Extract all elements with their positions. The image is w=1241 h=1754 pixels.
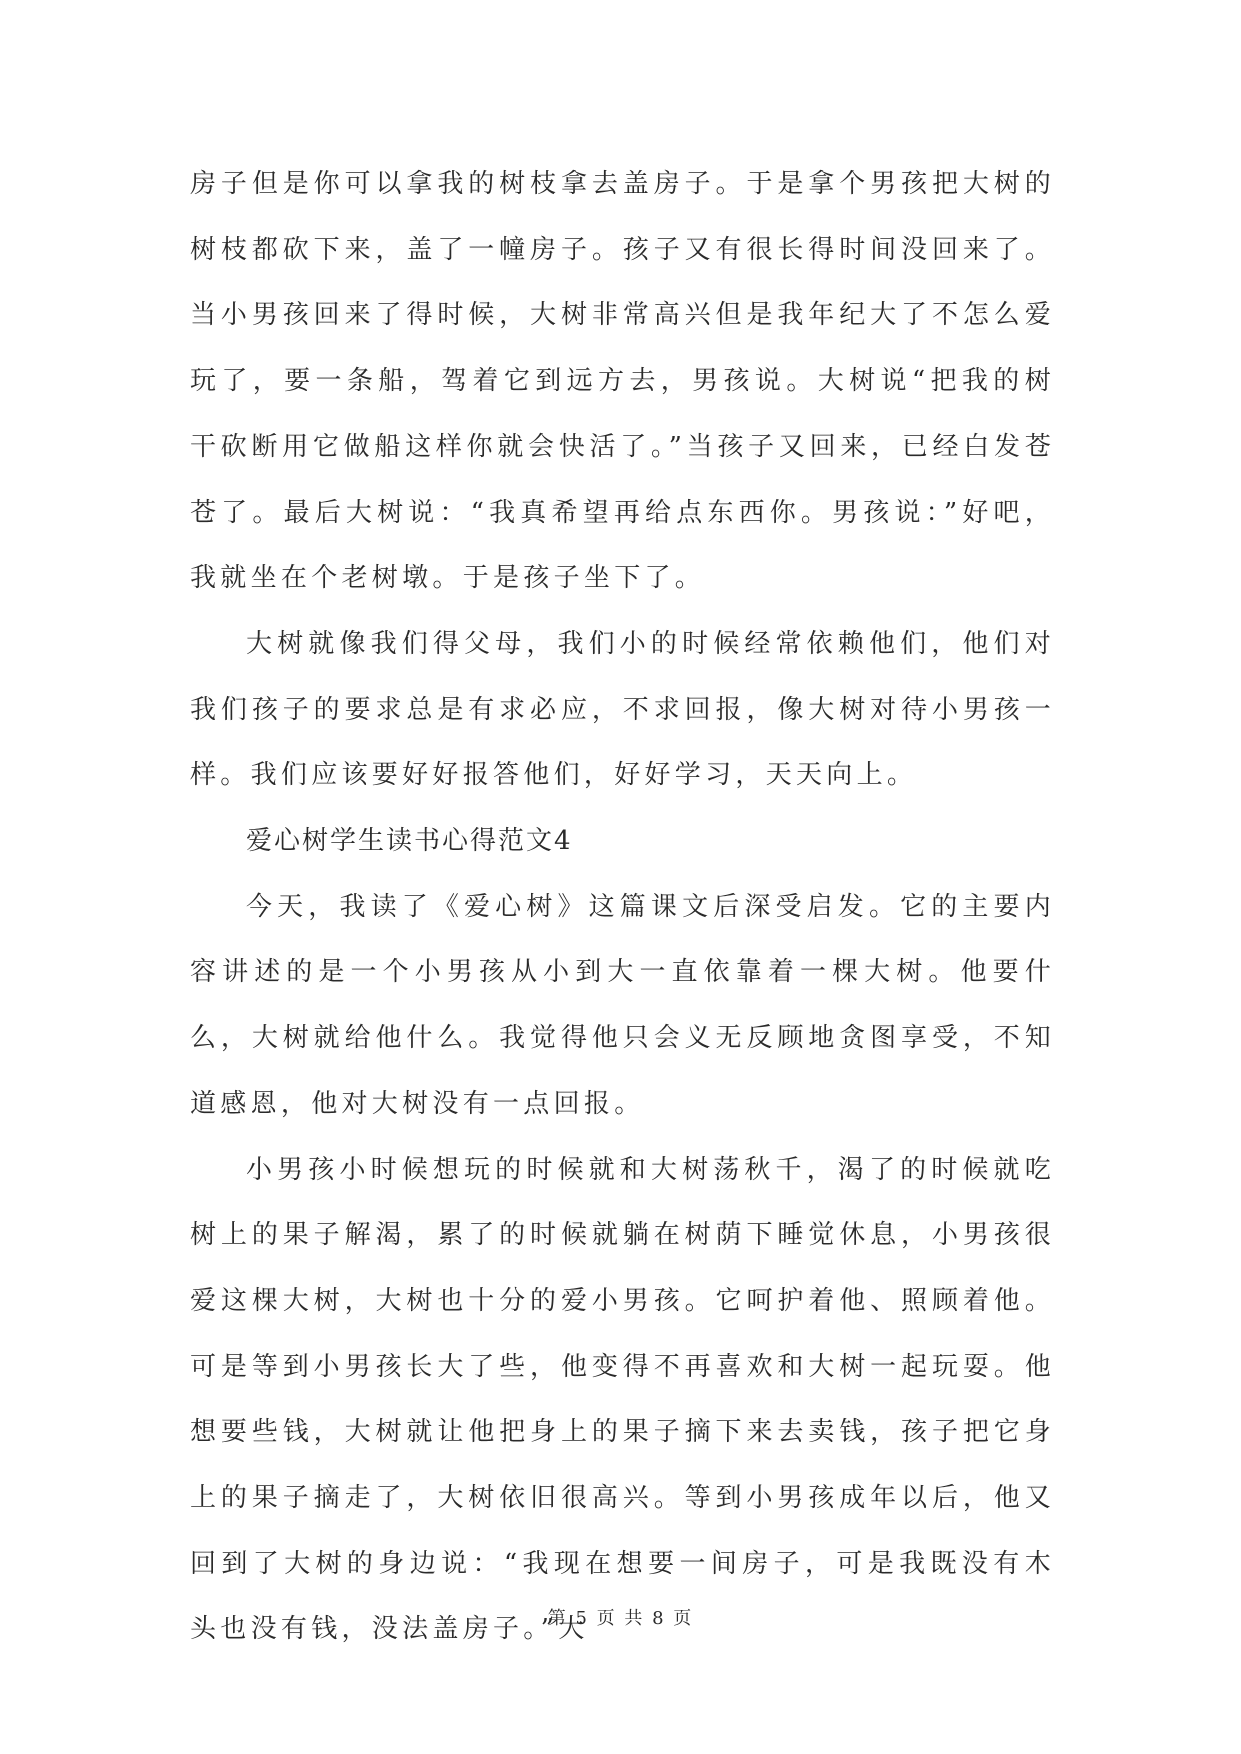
paragraph-continued: 房子但是你可以拿我的树枝拿去盖房子。于是拿个男孩把大树的树枝都砍下来，盖了一幢房子。孩子又有很长得时间没回来了。当小男孩回来了得时候，大树非常高兴但是我年纪大了不怎么爱玩了，要一条船，驾着它到远方去，男孩说。大树说“把我的树干砍断用它做船这样你就会快活了。”当孩子又回来，已经白发苍苍了。最后大树说：“我真希望再给点东西你。男孩说：”好吧，我就坐在个老树墩。于是孩子坐下了。: [190, 169, 1055, 594]
paragraph-intro: 今天，我读了《爱心树》这篇课文后深受启发。它的主要内容讲述的是一个小男孩从小到大一直依靠着一棵大树。他要什么，大树就给他什么。我觉得他只会义无反顾地贪图享受，不知道感恩，他对大树没有一点回报。: [190, 891, 1055, 1119]
document-body: [190, 152, 1055, 1663]
paragraph-parents-analogy: 大树就像我们得父母，我们小的时候经常依赖他们，他们对我们孩子的要求总是有求必应，不求回报，像大树对待小男孩一样。我们应该要好好报答他们，好好学习，天天向上。: [190, 628, 1055, 791]
page-number-footer: 第 5 页 共 8 页: [547, 1608, 694, 1629]
section-heading: 爱心树学生读书心得范文4: [246, 826, 573, 857]
paragraph-story: 小男孩小时候想玩的时候就和大树荡秋千，渴了的时候就吃树上的果子解渴，累了的时候就躺在树荫下睡觉休息，小男孩很爱这棵大树，大树也十分的爱小男孩。它呵护着他、照顾着他。可是等到小男孩长大了些，他变得不再喜欢和大树一起玩耍。他想要些钱，大树就让他把身上的果子摘下来去卖钱，孩子把它身上的果子摘走了，大树依旧很高兴。等到小男孩成年以后，他又回到了大树的身边说：“我现在想要一间房子，可是我既没有木头也没有钱，没法盖房子。”大: [190, 1154, 1055, 1645]
